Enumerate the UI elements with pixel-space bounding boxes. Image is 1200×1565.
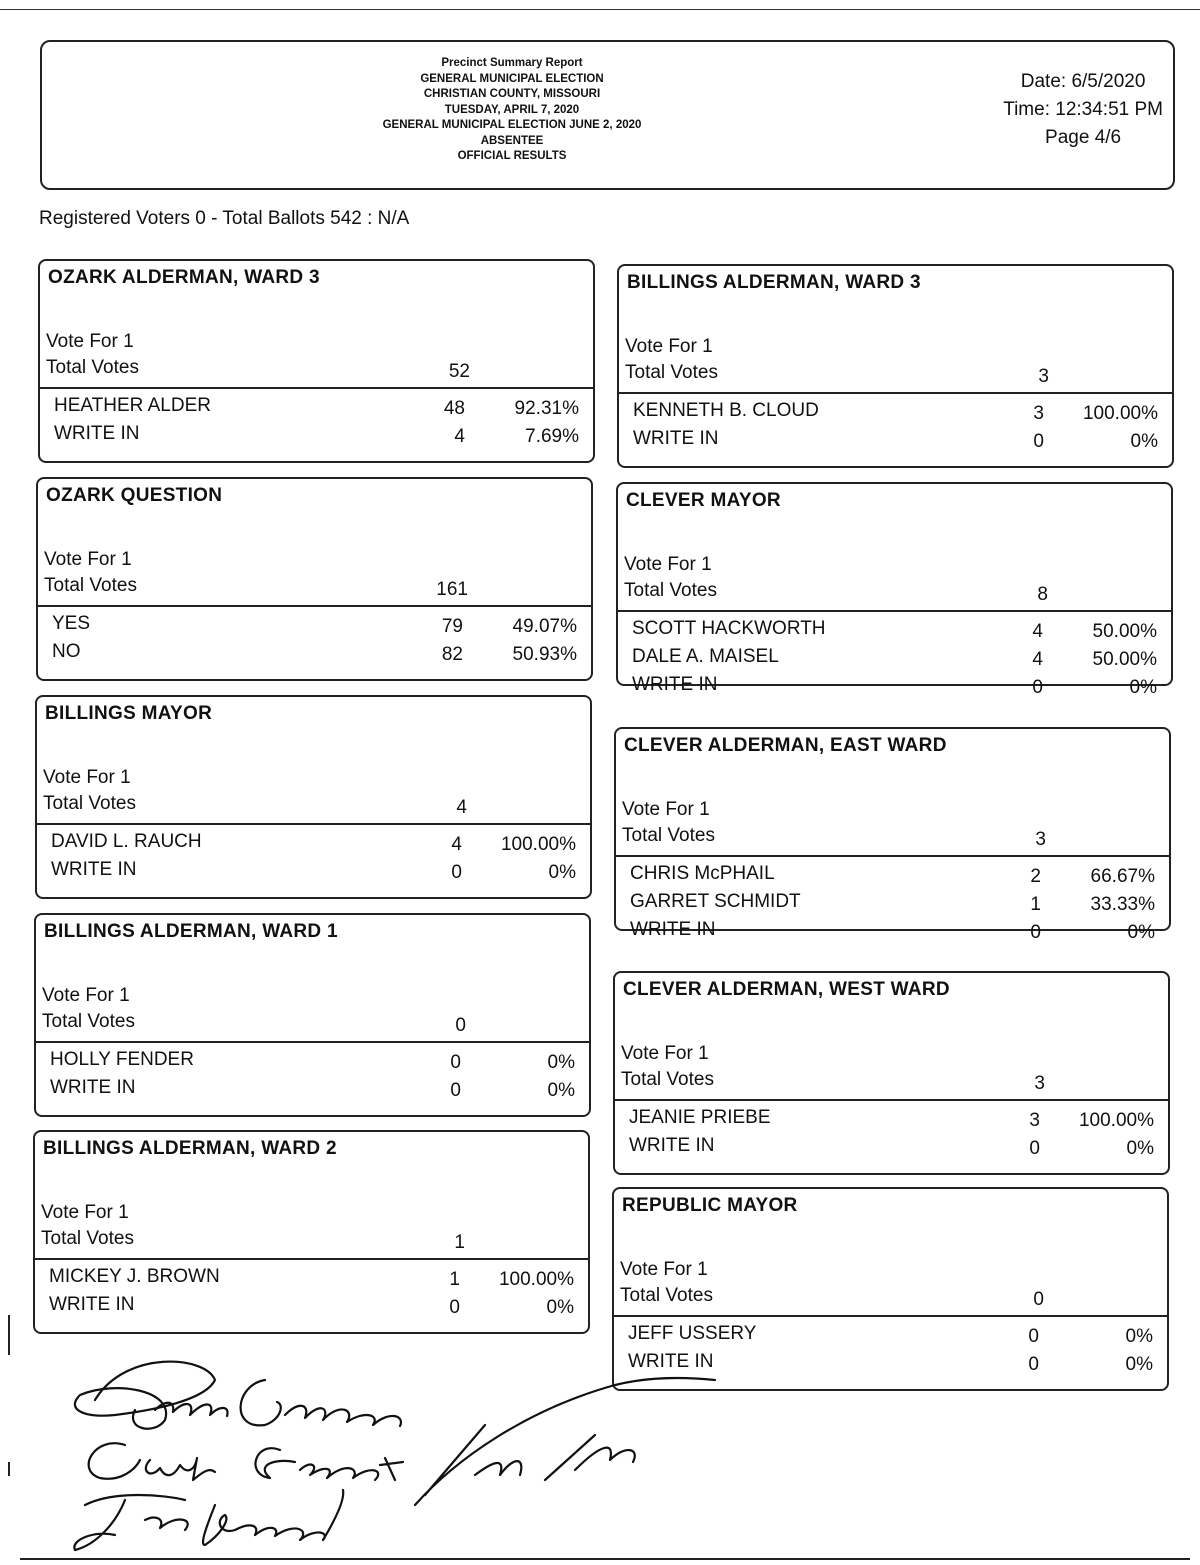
race-divider xyxy=(36,605,593,607)
candidate-votes: 2 xyxy=(1030,866,1041,887)
candidate-percent: 100.00% xyxy=(498,1269,574,1290)
race-box xyxy=(34,913,591,1117)
report-time: Time: 12:34:51 PM xyxy=(1003,99,1163,120)
candidate-row xyxy=(40,423,593,451)
race-title: CLEVER ALDERMAN, EAST WARD xyxy=(624,735,947,756)
race-total-label: Total Votes xyxy=(620,1285,713,1306)
race-title: BILLINGS ALDERMAN, WARD 1 xyxy=(44,921,338,942)
candidate-votes: 3 xyxy=(1029,1110,1040,1131)
candidate-row xyxy=(36,1049,589,1077)
race-vote-for: Vote For 1 xyxy=(41,1202,129,1223)
signature-4 xyxy=(415,1378,715,1505)
race-total-label: Total Votes xyxy=(46,357,139,378)
race-total-votes: 1 xyxy=(454,1232,465,1253)
candidate-name: WRITE IN xyxy=(633,428,719,449)
candidate-percent: 50.00% xyxy=(1092,649,1157,670)
candidate-percent: 66.67% xyxy=(1090,866,1155,887)
scan-top-edge xyxy=(0,0,1200,10)
race-total-votes: 4 xyxy=(456,797,467,818)
candidate-row xyxy=(619,428,1172,456)
candidate-percent: 50.93% xyxy=(512,644,577,665)
candidate-percent: 0% xyxy=(1129,677,1157,698)
candidate-name: JEFF USSERY xyxy=(628,1323,757,1344)
signature-1 xyxy=(75,1362,401,1429)
race-total-label: Total Votes xyxy=(42,1011,135,1032)
report-title-block xyxy=(302,56,722,165)
race-vote-for: Vote For 1 xyxy=(43,767,131,788)
candidate-row xyxy=(616,891,1169,919)
candidate-votes: 4 xyxy=(1032,649,1043,670)
candidate-name: WRITE IN xyxy=(628,1351,714,1372)
candidate-votes: 0 xyxy=(1028,1354,1039,1375)
candidate-name: KENNETH B. CLOUD xyxy=(633,400,819,421)
candidate-list xyxy=(36,1049,589,1105)
race-box xyxy=(616,482,1173,698)
candidate-row xyxy=(38,613,591,641)
race-divider xyxy=(612,1315,1169,1317)
race-vote-for: Vote For 1 xyxy=(46,331,134,352)
candidate-name: SCOTT HACKWORTH xyxy=(632,618,826,639)
candidate-list xyxy=(615,1107,1168,1163)
candidate-list xyxy=(35,1266,588,1322)
candidate-percent: 49.07% xyxy=(512,616,577,637)
candidate-name: YES xyxy=(52,613,91,634)
candidate-votes: 0 xyxy=(1029,1138,1040,1159)
race-box xyxy=(33,1130,590,1334)
race-divider xyxy=(33,1258,590,1260)
scan-margin-mark xyxy=(8,1315,10,1355)
candidate-votes: 48 xyxy=(443,398,465,419)
race-vote-for: Vote For 1 xyxy=(622,799,710,820)
candidate-votes: 0 xyxy=(1033,431,1044,452)
race-vote-for: Vote For 1 xyxy=(44,549,132,570)
race-total-label: Total Votes xyxy=(43,793,136,814)
header-line: Precinct Summary Report xyxy=(441,57,583,69)
header-line: ABSENTEE xyxy=(480,134,544,147)
candidate-name: WRITE IN xyxy=(632,674,718,695)
candidate-row xyxy=(37,831,590,859)
race-vote-for: Vote For 1 xyxy=(620,1259,708,1280)
candidate-row xyxy=(618,618,1171,646)
candidate-votes: 1 xyxy=(449,1269,460,1290)
race-title: BILLINGS MAYOR xyxy=(45,703,213,724)
header-line: OFFICIAL RESULTS xyxy=(457,150,567,162)
candidate-row xyxy=(615,1135,1168,1163)
race-total-label: Total Votes xyxy=(625,362,718,383)
candidate-row xyxy=(35,1266,588,1294)
header-line: GENERAL MUNICIPAL ELECTION JUNE 2, 2020 xyxy=(382,119,642,131)
candidate-list xyxy=(618,618,1171,702)
race-divider xyxy=(616,610,1173,612)
race-box xyxy=(38,259,595,463)
report-date: Date: 6/5/2020 xyxy=(1020,71,1146,92)
race-title: CLEVER MAYOR xyxy=(626,490,781,511)
report-header xyxy=(40,40,1175,190)
candidate-row xyxy=(38,641,591,669)
candidate-row xyxy=(616,919,1169,947)
race-total-votes: 0 xyxy=(1033,1289,1044,1310)
candidate-name: HEATHER ALDER xyxy=(54,395,211,416)
candidate-percent: 0% xyxy=(1127,922,1155,943)
candidate-percent: 0% xyxy=(1125,1326,1153,1347)
candidate-percent: 100.00% xyxy=(1078,1110,1154,1131)
ballot-summary: Registered Voters 0 - Total Ballots 542 : N/A xyxy=(39,208,410,229)
candidate-votes: 82 xyxy=(441,644,463,665)
candidate-name: DAVID L. RAUCH xyxy=(51,831,202,852)
report-meta xyxy=(1003,68,1163,152)
candidate-percent: 50.00% xyxy=(1092,621,1157,642)
race-vote-for: Vote For 1 xyxy=(625,336,713,357)
candidate-row xyxy=(35,1294,588,1322)
candidate-row xyxy=(616,863,1169,891)
header-line: CHRISTIAN COUNTY, MISSOURI xyxy=(423,88,601,100)
candidate-list xyxy=(40,395,593,451)
candidate-name: GARRET SCHMIDT xyxy=(630,891,801,912)
candidate-percent: 0% xyxy=(547,1080,575,1101)
report-page: Page 4/6 xyxy=(1045,127,1122,148)
candidate-percent: 0% xyxy=(546,1297,574,1318)
candidate-name: NO xyxy=(52,641,81,662)
scan-bottom-edge xyxy=(20,1558,1190,1560)
candidate-votes: 1 xyxy=(1030,894,1041,915)
candidate-percent: 0% xyxy=(547,1052,575,1073)
race-total-label: Total Votes xyxy=(622,825,715,846)
candidate-percent: 33.33% xyxy=(1090,894,1155,915)
candidate-percent: 92.31% xyxy=(514,398,579,419)
candidate-votes: 0 xyxy=(1030,922,1041,943)
race-total-label: Total Votes xyxy=(41,1228,134,1249)
race-divider xyxy=(614,855,1171,857)
race-divider xyxy=(34,1041,591,1043)
candidate-percent: 0% xyxy=(548,862,576,883)
candidate-name: WRITE IN xyxy=(54,423,140,444)
race-title: CLEVER ALDERMAN, WEST WARD xyxy=(623,979,950,1000)
race-divider xyxy=(617,392,1174,394)
candidate-name: MICKEY J. BROWN xyxy=(49,1266,220,1287)
race-total-votes: 8 xyxy=(1037,584,1048,605)
signatures xyxy=(55,1340,755,1555)
candidate-name: WRITE IN xyxy=(49,1294,135,1315)
race-divider xyxy=(35,823,592,825)
candidate-percent: 100.00% xyxy=(1082,403,1158,424)
candidate-votes: 0 xyxy=(450,1052,461,1073)
candidate-votes: 4 xyxy=(451,834,462,855)
race-total-votes: 161 xyxy=(436,579,468,600)
candidate-row xyxy=(615,1107,1168,1135)
candidate-name: HOLLY FENDER xyxy=(50,1049,194,1070)
candidate-percent: 7.69% xyxy=(525,426,579,447)
signature-2 xyxy=(89,1443,403,1480)
candidate-votes: 4 xyxy=(1032,621,1043,642)
race-title: OZARK QUESTION xyxy=(46,485,223,506)
race-total-votes: 0 xyxy=(455,1015,466,1036)
race-divider xyxy=(38,387,595,389)
candidate-votes: 0 xyxy=(449,1297,460,1318)
candidate-name: WRITE IN xyxy=(50,1077,136,1098)
race-total-votes: 3 xyxy=(1034,1073,1045,1094)
scan-margin-mark xyxy=(8,1462,10,1476)
candidate-votes: 0 xyxy=(450,1080,461,1101)
race-box xyxy=(617,264,1174,468)
candidate-name: JEANIE PRIEBE xyxy=(629,1107,771,1128)
race-title: REPUBLIC MAYOR xyxy=(622,1195,798,1216)
candidate-votes: 3 xyxy=(1033,403,1044,424)
candidate-row xyxy=(40,395,593,423)
candidate-list xyxy=(619,400,1172,456)
candidate-votes: 0 xyxy=(1032,677,1043,698)
candidate-row xyxy=(37,859,590,887)
candidate-row xyxy=(618,674,1171,702)
candidate-list xyxy=(37,831,590,887)
candidate-name: WRITE IN xyxy=(630,919,716,940)
race-vote-for: Vote For 1 xyxy=(42,985,130,1006)
race-box xyxy=(614,727,1171,943)
race-total-label: Total Votes xyxy=(44,575,137,596)
race-box xyxy=(613,971,1170,1175)
candidate-name: WRITE IN xyxy=(629,1135,715,1156)
candidate-row xyxy=(619,400,1172,428)
race-title: OZARK ALDERMAN, WARD 3 xyxy=(48,267,320,288)
candidate-votes: 79 xyxy=(441,616,463,637)
race-title: BILLINGS ALDERMAN, WARD 2 xyxy=(43,1138,337,1159)
candidate-list xyxy=(616,863,1169,947)
candidate-percent: 100.00% xyxy=(500,834,576,855)
candidate-row xyxy=(618,646,1171,674)
signature-3 xyxy=(74,1490,343,1550)
header-line: GENERAL MUNICIPAL ELECTION xyxy=(420,72,604,85)
candidate-name: CHRIS McPHAIL xyxy=(630,863,775,884)
candidate-percent: 0% xyxy=(1125,1354,1153,1375)
candidate-name: WRITE IN xyxy=(51,859,137,880)
header-line: TUESDAY, APRIL 7, 2020 xyxy=(444,103,580,116)
race-divider xyxy=(613,1099,1170,1101)
race-vote-for: Vote For 1 xyxy=(624,554,712,575)
candidate-list xyxy=(38,613,591,669)
candidate-percent: 0% xyxy=(1130,431,1158,452)
race-total-label: Total Votes xyxy=(624,580,717,601)
race-title: BILLINGS ALDERMAN, WARD 3 xyxy=(627,272,921,293)
race-total-votes: 3 xyxy=(1038,366,1049,387)
race-box xyxy=(36,477,593,681)
race-total-votes: 52 xyxy=(448,361,470,382)
race-box xyxy=(35,695,592,899)
candidate-votes: 4 xyxy=(454,426,465,447)
candidate-votes: 0 xyxy=(1028,1326,1039,1347)
race-total-votes: 3 xyxy=(1035,829,1046,850)
race-vote-for: Vote For 1 xyxy=(621,1043,709,1064)
race-total-label: Total Votes xyxy=(621,1069,714,1090)
candidate-row xyxy=(36,1077,589,1105)
candidate-votes: 0 xyxy=(451,862,462,883)
candidate-name: DALE A. MAISEL xyxy=(632,646,779,667)
candidate-percent: 0% xyxy=(1126,1138,1154,1159)
